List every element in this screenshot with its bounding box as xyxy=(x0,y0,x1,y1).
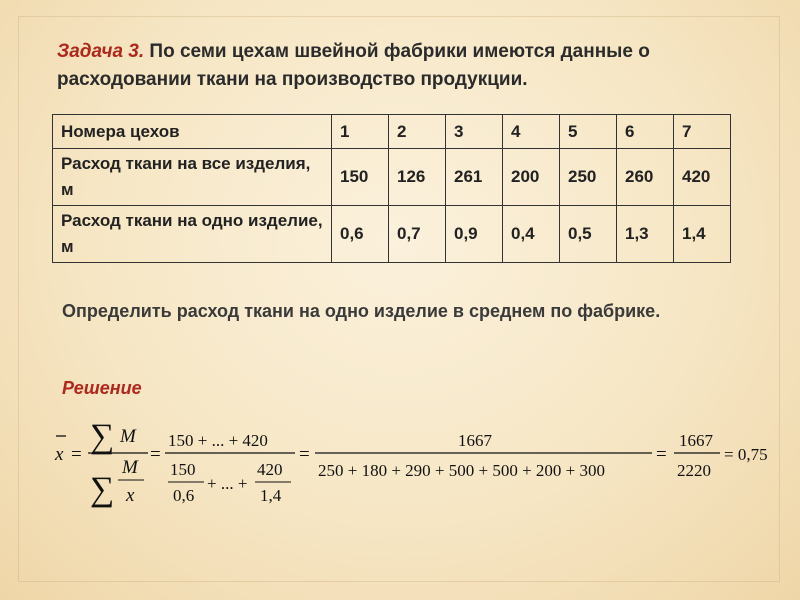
table-cell: 250 xyxy=(560,149,617,206)
table-cell: 2 xyxy=(389,115,446,149)
table-cell: 0,9 xyxy=(446,206,503,263)
numerator-final: 1667 xyxy=(679,431,713,450)
formula-result: = 0,75 xyxy=(724,445,768,464)
table-cell: 5 xyxy=(560,115,617,149)
table-cell: 200 xyxy=(503,149,560,206)
formula-m: M xyxy=(120,426,136,447)
table-cell: 0,6 xyxy=(332,206,389,263)
sum-symbol: ∑ xyxy=(90,471,115,508)
table-cell: 1,4 xyxy=(674,206,731,263)
table-cell: 0,5 xyxy=(560,206,617,263)
formula-equals: = xyxy=(656,444,667,465)
den-term-num: 420 xyxy=(257,460,283,479)
table-cell: 261 xyxy=(446,149,503,206)
den-term-den: 0,6 xyxy=(173,486,195,505)
table-cell: 126 xyxy=(389,149,446,206)
table-cell: 1 xyxy=(332,115,389,149)
table-cell: 6 xyxy=(617,115,674,149)
table-row-header: Расход ткани на одно изделие, м xyxy=(53,206,332,263)
denominator-final: 2220 xyxy=(677,461,711,480)
table-cell: 3 xyxy=(446,115,503,149)
table-row-header: Расход ткани на все изделия, м xyxy=(53,149,332,206)
denominator-sum: 250 + 180 + 290 + 500 + 500 + 200 + 300 xyxy=(318,461,606,480)
den-term-den: 1,4 xyxy=(260,486,282,505)
formula-equals: = xyxy=(299,444,310,465)
den-term-num: 150 xyxy=(170,460,196,479)
table-cell: 0,7 xyxy=(389,206,446,263)
task-label: Задача 3. xyxy=(57,41,145,62)
table-row-header: Номера цехов xyxy=(53,115,332,149)
table-cell: 150 xyxy=(332,149,389,206)
table-cell: 420 xyxy=(674,149,731,206)
numerator-total: 1667 xyxy=(458,431,492,450)
den-ellipsis: + ... + xyxy=(207,474,248,493)
table-cell: 260 xyxy=(617,149,674,206)
formula-m: M xyxy=(122,457,138,478)
task-intro-text: По семи цехам швейной фабрики имеются данные о расходовании ткани на производство продукции. xyxy=(57,41,650,90)
table-cell: 0,4 xyxy=(503,206,560,263)
sum-symbol: ∑ xyxy=(90,418,115,455)
task-question: Определить расход ткани на одно изделие в среднем по фабрике. xyxy=(62,301,661,321)
formula-equals: = xyxy=(150,444,161,465)
formula-x: x xyxy=(126,485,135,506)
numerator-sum: 150 + ... + 420 xyxy=(168,431,268,450)
formula-xbar: x xyxy=(55,444,64,465)
table-cell: 7 xyxy=(674,115,731,149)
table-cell: 4 xyxy=(503,115,560,149)
solution-heading: Решение xyxy=(62,378,142,398)
formula-equals: = xyxy=(71,444,82,465)
table-cell: 1,3 xyxy=(617,206,674,263)
